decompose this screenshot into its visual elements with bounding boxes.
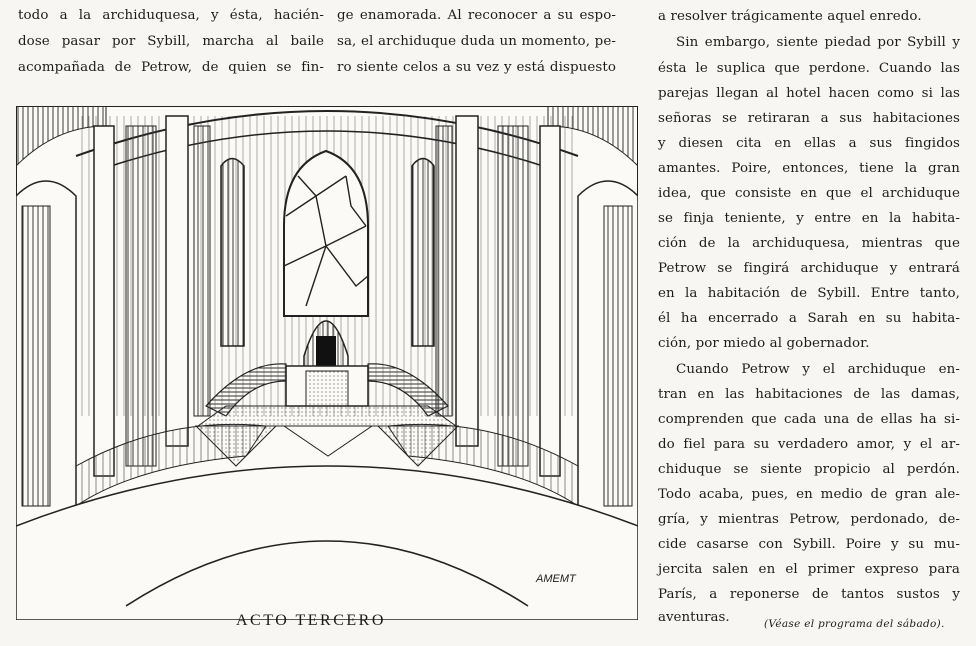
article-line: dose pasar por Sybill, marcha al baile xyxy=(18,34,324,49)
article-line: Cuando Petrow y el archiduque en- xyxy=(676,362,960,377)
article-line: y diesen cita en ellas a sus fingidos xyxy=(658,136,960,151)
article-line: chiduque se siente propicio al perdón. xyxy=(658,462,960,477)
article-line: gría, y mientras Petrow, perdonado, de- xyxy=(658,512,960,527)
program-note: (Véase el programa del sábado). xyxy=(764,618,945,630)
double-door xyxy=(306,371,348,406)
article-line: a resolver trágicamente aquel enredo. xyxy=(658,9,922,24)
article-line: acompañada de Petrow, de quien se fin- xyxy=(18,60,324,75)
article-line: ge enamorada. Al reconocer a su espo- xyxy=(337,8,616,23)
article-line: sa, el archiduque duda un momento, pe- xyxy=(337,34,616,49)
article-line: cide casarse con Sybill. Poire y su mu- xyxy=(658,537,960,552)
window xyxy=(412,159,434,347)
column xyxy=(540,126,560,476)
article-last-line: aventuras. xyxy=(658,610,730,625)
article-line: se finja teniente, y entre en la habita- xyxy=(658,211,960,226)
window xyxy=(221,159,244,347)
column xyxy=(166,116,188,446)
column xyxy=(94,126,114,476)
article-line: él ha encerrado a Sarah en su habita- xyxy=(658,311,960,326)
article-line: en la habitación de Sybill. Entre tanto, xyxy=(658,286,960,301)
article-line: ción de la archiduquesa, mientras que xyxy=(658,236,960,251)
article-line: jercita salen en el primer expreso para xyxy=(658,562,960,577)
stained-glass-window xyxy=(284,151,368,316)
article-line: idea, que consiste en que el archiduque xyxy=(658,186,960,201)
column xyxy=(456,116,478,446)
artist-signature: AMEMT xyxy=(536,573,576,585)
article-line: ción, por miedo al gobernador. xyxy=(658,336,870,351)
article-line: ésta le suplica que perdone. Cuando las xyxy=(658,61,960,76)
article-line: do fiel para su verdadero amor, y el ar- xyxy=(658,437,960,452)
illustration-caption: ACTO TERCERO xyxy=(236,612,386,629)
article-line: ro siente celos a su vez y está dispuesto xyxy=(337,60,616,75)
article-line: Sin embargo, siente piedad por Sybill y xyxy=(676,35,960,50)
article-line: Petrow se fingirá archiduque y entrará xyxy=(658,261,960,276)
article-line: París, a reponerse de tantos sustos y xyxy=(658,587,960,602)
article-line: parejas llegan al hotel hacen como si las xyxy=(658,86,960,101)
article-line: señoras se retiraran a sus habitaciones xyxy=(658,111,960,126)
article-line: amantes. Poire, entonces, tiene la gran xyxy=(658,161,960,176)
stage-set-illustration xyxy=(16,106,638,620)
article-line: tran en las habitaciones de las damas, xyxy=(658,387,960,402)
article-line: comprenden que cada una de ellas ha si- xyxy=(658,412,960,427)
article-line: Todo acaba, pues, en medio de gran ale- xyxy=(658,487,960,502)
article-line: todo a la archiduquesa, y ésta, hacién- xyxy=(18,8,324,23)
